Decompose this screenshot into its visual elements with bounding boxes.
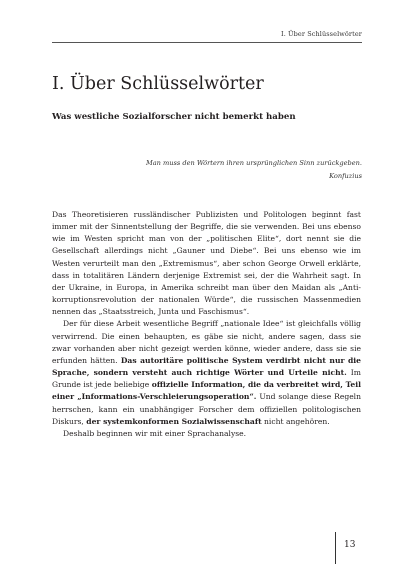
paragraph-2-bold-b: offizielle Information, die da verbreitet wird, Teil einer „Informations-Verschleierungsoperation“. (52, 380, 361, 402)
epigraph-quote: Man muss den Wörtern ihren ursprünglichen Sinn zurückgeben. (146, 159, 362, 167)
running-head: I. Über Schlüsselwörter (281, 30, 362, 38)
paragraph-3: Deshalb beginnen wir mit einer Sprachanalyse. (63, 428, 247, 438)
folio-rule (335, 532, 336, 564)
epigraph (146, 157, 362, 182)
paragraph-2 (52, 318, 361, 427)
paragraph-2-text-c: Im Grunde ist jede beliebige (52, 368, 361, 390)
paragraph-2-text-e: Und solange diese Regeln herrschen, kann ein unabhängiger Forscher dem offiziellen politologischen Diskurs, (52, 392, 362, 426)
paragraph-2-bold-c: der systemkonformen Sozialwissenschaft (86, 416, 262, 426)
header-rule (52, 42, 362, 43)
paragraph-2-text-g: nicht angehören. (264, 416, 330, 426)
chapter-subtitle: Was westliche Sozialforscher nicht bemerkt haben (52, 112, 296, 122)
epigraph-author: Konfuzius (329, 171, 362, 180)
chapter-title: I. Über Schlüsselwörter (52, 74, 264, 94)
paragraph-2-bold-a: Das autoritäre politische System verdirbt nicht nur die Sprache, sondern versteht auch richtige Wörter und Urteile nicht. (52, 355, 361, 378)
page-number: 13 (344, 540, 356, 550)
body-text (52, 209, 361, 440)
paragraph-1: Das Theoretisieren russländischer Publizisten und Politologen beginnt fast immer mit der Sinnentstellung der Begriffe, die sie verwenden. Bei uns ebenso wie im Westen spricht man von der „politischen Elite“, dort nennt sie die Gesellschaft allerdings nicht „Gauner und Diebe“. Bei uns ebenso wie im Westen verurteilt man den „Extremismus“, aber schon George Orwell erklärte, dass in totalitären Ländern derjenige Extremist sei, der die Wahrheit sagt. In der Ukraine, in Europa, in Amerika schreibt man über den Maidan als „Anti-korruptionsrevolution der nationalen Würde“, die russischen Massenmedien nennen das „Staatsstreich, Junta und Faschismus“. (52, 210, 361, 317)
paragraph-2-text-a: Der für diese Arbeit wesentliche Begriff „nationale Idee“ ist gleichfalls völlig verwirrend. Die einen behaupten, es gäbe sie nicht, andere sagen, dass sie zwar vorhanden aber nicht gezeigt werden könne, wieder andere, dass sie sie erfunden hätten. (52, 319, 361, 365)
